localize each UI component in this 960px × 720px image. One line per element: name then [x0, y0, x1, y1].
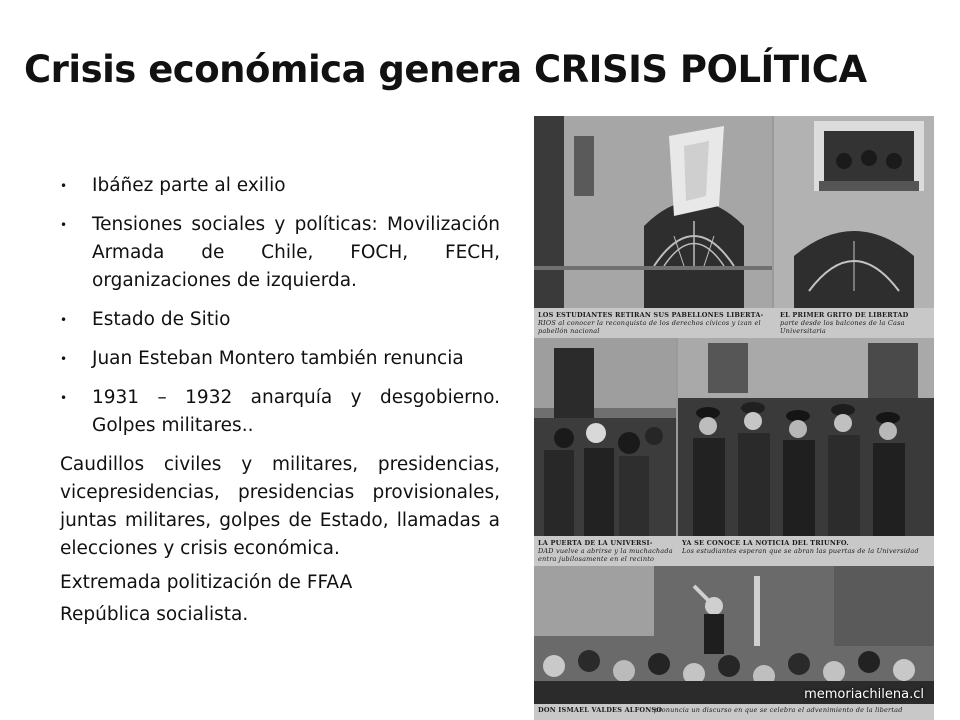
bullet-dot-icon: •: [60, 179, 68, 193]
bullet-text: 1931 – 1932 anarquía y desgobierno. Golpes militares..: [92, 387, 500, 436]
photo-panel-facade: [534, 116, 772, 308]
bullet-dot-icon: •: [60, 391, 68, 405]
slide-title: Crisis económica genera CRISIS POLÍTICA: [24, 48, 867, 91]
paragraph-republica: República socialista.: [60, 604, 249, 625]
photo-panel-university-door: [534, 338, 676, 536]
bullet-text: Juan Esteban Montero también renuncia: [92, 348, 464, 369]
caption-top-left-title: LOS ESTUDIANTES RETIRAN SUS PABELLONES LIBERTA-: [538, 311, 764, 319]
caption-top-right-sub: parte desde los balcones de la Casa Universitaria: [780, 319, 905, 335]
caption-strip-middle: [534, 536, 934, 566]
caption-top-right-title: EL PRIMER GRITO DE LIBERTAD: [780, 311, 909, 319]
slide-body: [60, 172, 500, 629]
caption-bottom-title: DON ISMAEL VALDES ALFONSO: [538, 706, 663, 714]
caption-mid-left-title: LA PUERTA DE LA UNIVERSI-: [538, 539, 653, 547]
bullet-dot-icon: •: [60, 313, 68, 327]
caption-bottom-sub: pronuncia un discurso en que se celebra el advenimiento de la libertad: [654, 706, 903, 714]
bullet-item: [60, 345, 500, 373]
bullet-text: Estado de Sitio: [92, 309, 231, 330]
bullet-item: [60, 211, 500, 295]
bullet-dot-icon: •: [60, 352, 68, 366]
photo-panel-balcony: [774, 116, 934, 308]
caption-mid-right-title: YA SE CONOCE LA NOTICIA DEL TRIUNFO.: [682, 539, 849, 547]
bullet-item: [60, 306, 500, 334]
caption-mid-right-sub: Los estudiantes esperan que se abran las puertas de la Universidad: [682, 547, 919, 555]
bullet-text: Ibáñez parte al exilio: [92, 175, 286, 196]
paragraph-politizacion: Extremada politización de FFAA: [60, 572, 353, 593]
historical-photo-collage: [534, 116, 934, 720]
caption-top-left-sub: RIOS al conocer la reconquista de los derechos cívicos y izan el pabellón nacional: [538, 319, 761, 335]
bullet-item: [60, 172, 500, 200]
bullet-item: [60, 384, 500, 440]
bullet-dot-icon: •: [60, 218, 68, 232]
caption-strip-top: [534, 308, 934, 338]
bullet-list: [60, 172, 500, 440]
bullet-text: Tensiones sociales y políticas: Movilización Armada de Chile, FOCH, FECH, organizaciones de izquierda.: [92, 214, 500, 291]
photo-panel-crowd: [678, 338, 934, 536]
photo-panel-speech: [534, 566, 934, 704]
caption-strip-bottom: [534, 704, 934, 720]
caption-mid-left-sub: DAD vuelve a abrirse y la muchachada entra jubilosamente en el recinto: [538, 547, 673, 563]
paragraph-caudillos: Caudillos civiles y militares, presidencias, vicepresidencias, presidencias provisionales, juntas militares, golpes de Estado, llamadas a elecciones y crisis económica.: [60, 454, 500, 559]
watermark-text: memoriachilena.cl: [804, 687, 924, 702]
